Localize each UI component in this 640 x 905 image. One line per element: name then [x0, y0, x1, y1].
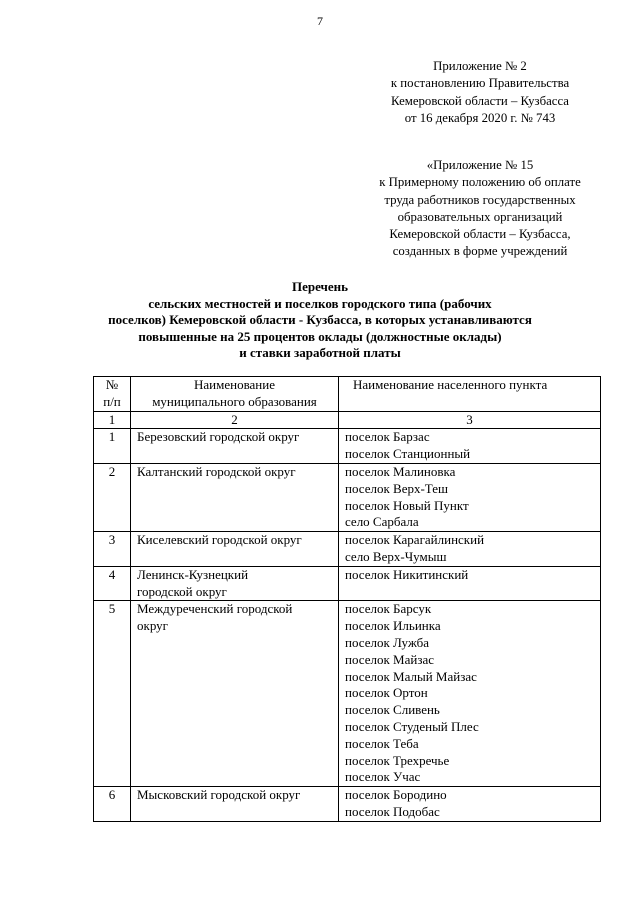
municipality-cell — [131, 429, 339, 464]
settlements-cell — [339, 532, 601, 567]
header-line: муниципального образования — [152, 393, 317, 409]
municipality-cell — [131, 601, 339, 787]
municipality-name: Междуреченский городской — [137, 601, 293, 617]
settlements-cell — [339, 787, 601, 822]
appendix-2-line: к постановлению Правительства — [390, 76, 570, 91]
municipality-cell — [131, 566, 339, 601]
header-settlement — [339, 377, 601, 412]
settlement-name: поселок Бородино — [345, 787, 447, 803]
table-row — [94, 532, 601, 567]
settlements-cell — [339, 429, 601, 464]
appendix-15-line: «Приложение № 15 — [426, 158, 534, 172]
settlement-name: поселок Барзас — [345, 429, 430, 445]
municipality-name: Ленинск-Кузнецкий — [137, 566, 249, 582]
settlement-name: поселок Учас — [345, 769, 421, 785]
settlement-name: поселок Малиновка — [345, 463, 456, 479]
municipality-name: Березовский городской округ — [137, 429, 300, 445]
settlement-name: село Сарбала — [345, 514, 419, 530]
municipality-cell — [131, 787, 339, 822]
settlement-name: поселок Новый Пункт — [345, 497, 469, 513]
settlement-name: поселок Трехречье — [345, 752, 450, 768]
municipality-name: округ — [137, 618, 168, 634]
settlement-name: поселок Барсук — [345, 601, 432, 617]
municipality-cell — [131, 463, 339, 531]
settlements-cell — [339, 566, 601, 601]
settlement-name: поселок Станционный — [345, 446, 471, 462]
header-line: п/п — [103, 393, 121, 409]
header-municipality — [131, 377, 339, 412]
settlements-table — [93, 376, 601, 822]
header-line: Наименование — [194, 377, 275, 392]
row-number: 2 — [94, 463, 131, 531]
column-number: 2 — [131, 411, 339, 429]
table-row — [94, 463, 601, 531]
appendix-15-line: к Примерному положению об оплате — [379, 175, 581, 190]
table-row — [94, 787, 601, 822]
settlement-name: поселок Карагайлинский — [345, 532, 485, 548]
heading-line: и ставки заработной платы — [239, 345, 401, 361]
row-number: 1 — [94, 429, 131, 464]
row-number: 5 — [94, 601, 131, 787]
appendix-2-line: Кемеровской области – Кузбасса — [391, 93, 569, 108]
appendix-15-line: созданных в форме учреждений — [392, 244, 568, 259]
settlement-name: поселок Сливень — [345, 702, 440, 718]
table-row — [94, 429, 601, 464]
settlements-cell — [339, 601, 601, 787]
heading-line: повышенные на 25 процентов оклады (должностные оклады) — [138, 328, 502, 344]
appendix-2-block — [330, 58, 630, 127]
settlement-name: поселок Верх-Теш — [345, 480, 449, 496]
settlement-name: поселок Теба — [345, 735, 419, 751]
row-number: 6 — [94, 787, 131, 822]
header-line: Наименование населенного пункта — [353, 377, 548, 392]
municipality-name: городской округ — [137, 583, 227, 599]
document-heading — [100, 279, 540, 362]
column-number-row — [94, 411, 601, 429]
settlement-name: поселок Ортон — [345, 685, 428, 701]
heading-line: поселков) Кемеровской области - Кузбасса, в которых устанавливаются — [108, 312, 532, 328]
row-number: 4 — [94, 566, 131, 601]
header-line: № — [105, 377, 119, 392]
table-row — [94, 601, 601, 787]
heading-line: сельских местностей и поселков городского типа (рабочих — [148, 295, 492, 311]
settlement-name: поселок Подобас — [345, 803, 440, 819]
municipality-name: Калтанский городской округ — [137, 463, 296, 479]
settlement-name: поселок Малый Майзас — [345, 668, 477, 684]
municipality-name: Киселевский городской округ — [137, 532, 302, 548]
settlement-name: поселок Никитинский — [345, 566, 469, 582]
table-header-row — [94, 377, 601, 412]
municipality-name: Мысковский городской округ — [137, 787, 301, 803]
settlements-cell — [339, 463, 601, 531]
appendix-15-line: Кемеровской области – Кузбасса, — [389, 227, 571, 242]
appendix-15-line: труда работников государственных — [384, 192, 576, 207]
settlement-name: поселок Ильинка — [345, 618, 441, 634]
appendix-2-line: от 16 декабря 2020 г. № 743 — [404, 110, 556, 125]
table-row — [94, 566, 601, 601]
appendix-15-block — [330, 157, 630, 261]
municipality-cell — [131, 532, 339, 567]
settlement-name: поселок Студеный Плес — [345, 718, 479, 734]
row-number: 3 — [94, 532, 131, 567]
appendix-15-line: образовательных организаций — [397, 209, 563, 224]
page-number: 7 — [317, 14, 323, 28]
heading-line: Перечень — [291, 279, 349, 294]
settlement-name: поселок Майзас — [345, 651, 434, 667]
header-number — [94, 377, 131, 412]
appendix-2-line: Приложение № 2 — [433, 59, 527, 73]
settlement-name: село Верх-Чумыш — [345, 548, 447, 564]
column-number: 1 — [94, 411, 131, 429]
column-number: 3 — [339, 411, 601, 429]
settlement-name: поселок Лужба — [345, 634, 430, 650]
